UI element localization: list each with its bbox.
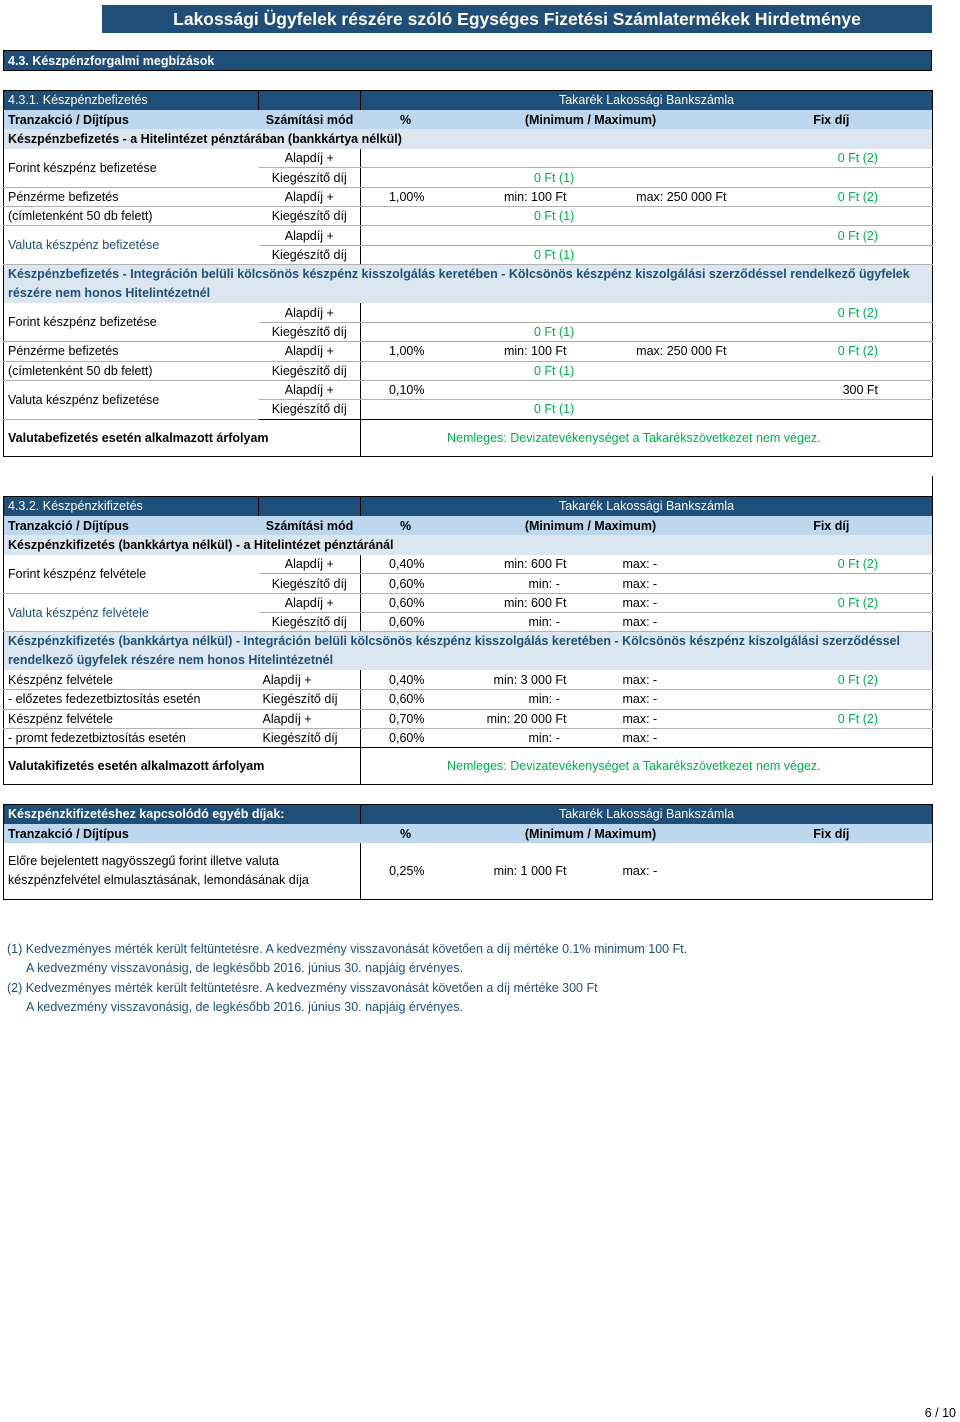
max-value: max: - [571,574,731,593]
pct-value: 0,40% [361,555,451,574]
kieg-value: 0 Ft (1) [534,402,575,417]
fix-value: 0 Ft (2) [731,593,933,612]
min-value: min: - [451,574,571,593]
pct-value: 0,60% [361,574,451,593]
col-minmax: (Minimum / Maximum) [451,516,731,535]
row-label: Valuta készpénz befizetése [4,226,259,265]
max-value: max: - [571,709,731,728]
kieg-label: Kiegészítő díj [259,613,361,632]
row-label: Készpénz felvétele [4,709,259,728]
col-fix: Fix díj [731,824,933,843]
kieg-value: 0 Ft (1) [361,245,933,264]
row-label: (címletenként 50 db felett) [4,207,259,226]
max-value: max: - [571,613,731,632]
pct-value: 0,60% [361,593,451,612]
product-header: Takarék Lakossági Bankszámla [361,497,933,516]
pct-value: 0,60% [389,731,425,746]
pct-value: 0,60% [361,690,451,709]
max-value: max: - [622,731,658,746]
kieg-value: 0 Ft (1) [361,168,933,187]
alapdij-label: Alapdíj + [259,709,361,728]
kieg-label: Kiegészítő díj [259,207,361,226]
row-label: (címletenként 50 db felett) [4,361,259,380]
fix-value: 0 Ft (2) [731,149,933,168]
col-tranzakcio: Tranzakció / Díjtípus [4,110,259,129]
alapdij-label: Alapdíj + [259,593,361,612]
col-pct: % [361,824,451,843]
alapdij-label: Alapdíj + [259,555,361,574]
footnote-2: (2) Kedvezményes mérték került feltüntetésre. A kedvezmény visszavonását követően a díj mértéke 300 Ft [7,980,598,995]
product-header: Takarék Lakossági Bankszámla [361,805,933,824]
footnote-1-validity: A kedvezmény visszavonásig, de legkésőbb 2016. június 30. napjáig érvényes. [26,961,464,976]
min-value: min: 3 000 Ft [451,670,571,689]
row-label: Pénzérme befizetés [4,342,259,361]
table3-title: Készpénzkifizetéshez kapcsolódó egyéb díjak: [4,805,361,824]
table1-title: 4.3.1. Készpénzbefizetés [4,91,259,110]
max-value: max: 250 000 Ft [571,187,731,206]
page-number: 6 / 10 [924,1406,956,1420]
pct-value: 0,10% [361,380,451,399]
kieg-label: Kiegészítő díj [259,322,361,341]
max-value: max: 250 000 Ft [571,342,731,361]
alapdij-label: Alapdíj + [259,342,361,361]
fix-value: 0 Ft (2) [731,187,933,206]
row-label: Valuta készpénz befizetése [4,380,259,419]
col-minmax: (Minimum / Maximum) [451,824,731,843]
col-szamitasi: Számítási mód [259,516,361,535]
other-fees-table [3,804,933,900]
kieg-label: Kiegészítő díj [259,574,361,593]
arfolyam-label: Valutakifizetés esetén alkalmazott árfolyam [4,748,361,785]
kieg-label: Kiegészítő díj [259,168,361,187]
row-label: Forint készpénz felvétele [4,555,259,594]
alapdij-label: Alapdíj + [259,149,361,168]
fee-desc-line1: Előre bejelentett nagyösszegű forint illetve valuta [8,853,279,868]
footnote-2-validity: A kedvezmény visszavonásig, de legkésőbb 2016. június 30. napjáig érvényes. [26,1000,464,1015]
kieg-label: Kiegészítő díj [259,690,361,709]
col-fix: Fix díj [731,516,933,535]
row-label: Valuta készpénz felvétele [4,593,259,632]
fix-value: 0 Ft (2) [731,555,933,574]
col-szamitasi: Számítási mód [259,110,361,129]
alapdij-label: Alapdíj + [259,303,361,322]
fix-value: 0 Ft (2) [731,342,933,361]
pct-value: 1,00% [361,187,451,206]
row-label: - előzetes fedezetbiztosítás esetén [4,690,259,709]
col-pct: % [361,110,451,129]
fix-value: 0 Ft (2) [731,226,933,245]
pct-value: 0,60% [361,613,451,632]
row-label: Forint készpénz befizetése [4,149,259,188]
min-value: min: 100 Ft [451,187,571,206]
pct-value: 0,40% [361,670,451,689]
col-minmax: (Minimum / Maximum) [451,110,731,129]
min-value: min: 20 000 Ft [451,709,571,728]
kieg-label: Kiegészítő díj [259,728,361,747]
arfolyam-value: Nemleges: Devizatevékenységet a Takarékszövetkezet nem végez. [447,430,821,445]
fee-desc-line2: készpénzfelvétel elmulasztásának, lemondásának díja [8,872,309,887]
alapdij-label: Alapdíj + [259,187,361,206]
alapdij-label: Alapdíj + [259,226,361,245]
max-value: max: - [571,593,731,612]
kieg-label: Kiegészítő díj [259,245,361,264]
min-value: min: - [528,731,560,746]
alapdij-label: Alapdíj + [259,380,361,399]
min-value: min: 100 Ft [451,342,571,361]
section-title: 4.3. Készpénzforgalmi megbízások [3,50,932,71]
row-label: - promt fedezetbiztosítás esetén [8,731,186,746]
category-row: Készpénzkifizetés (bankkártya nélkül) - a Hitelintézet pénztáránál [4,535,933,554]
kieg-value: 0 Ft (1) [361,322,933,341]
row-label: Pénzérme befizetés [4,187,259,206]
col-tranzakcio: Tranzakció / Díjtípus [4,824,361,843]
fix-value: 300 Ft [731,380,933,399]
min-value: min: 600 Ft [451,593,571,612]
kieg-label: Kiegészítő díj [259,361,361,380]
pct-value: 1,00% [361,342,451,361]
divider [932,476,933,496]
col-tranzakcio: Tranzakció / Díjtípus [4,516,259,535]
max-value: max: - [571,690,731,709]
fix-value: 0 Ft (2) [731,709,933,728]
product-header: Takarék Lakossági Bankszámla [361,91,933,110]
max-value: max: - [622,863,658,878]
category-row: Készpénzkifizetés (bankkártya nélkül) - Integráción belüli kölcsönös készpénz kisszolgálás keretében - Kölcsönös készpénz kiszolgálási szerződéssel rendelkező ügyfelek részére nem honos Hitelintézetnél [4,632,933,671]
max-value: max: - [571,555,731,574]
fix-value: 0 Ft (2) [731,670,933,689]
pct-value: 0,25% [389,863,425,878]
pct-value: 0,70% [361,709,451,728]
withdrawal-table [3,496,933,785]
alapdij-label: Alapdíj + [259,670,361,689]
category-row: Készpénzbefizetés - Integráción belüli kölcsönös készpénz kisszolgálás keretében - Kölcsönös készpénz kiszolgálási szerződéssel rendelkező ügyfelek részére nem honos Hitelintézetnél [4,265,933,304]
max-value: max: - [571,670,731,689]
footnotes [7,940,927,1018]
arfolyam-label: Valutabefizetés esetén alkalmazott árfolyam [4,419,361,456]
min-value: min: 1 000 Ft [493,863,567,878]
kieg-value: 0 Ft (1) [361,361,933,380]
row-label: Készpénz felvétele [4,670,259,689]
min-value: min: 600 Ft [451,555,571,574]
kieg-label: Kiegészítő díj [259,400,361,419]
fix-value: 0 Ft (2) [731,303,933,322]
min-value: min: - [451,690,571,709]
min-value: min: - [451,613,571,632]
col-fix: Fix díj [731,110,933,129]
arfolyam-value: Nemleges: Devizatevékenységet a Takarékszövetkezet nem végez. [447,759,821,774]
table2-title: 4.3.2. Készpénzkifizetés [4,497,259,516]
row-label: Forint készpénz befizetése [4,303,259,342]
kieg-value: 0 Ft (1) [361,207,933,226]
category-row: Készpénzbefizetés - a Hitelintézet pénztárában (bankkártya nélkül) [4,129,933,148]
col-pct: % [361,516,451,535]
page-title: Lakossági Ügyfelek részére szóló Egységes Fizetési Számlatermékek Hirdetménye [102,5,932,33]
deposit-table [3,90,933,457]
footnote-1: (1) Kedvezményes mérték került feltüntetésre. A kedvezmény visszavonását követően a díj mértéke 0.1% minimum 100 Ft. [7,942,688,956]
